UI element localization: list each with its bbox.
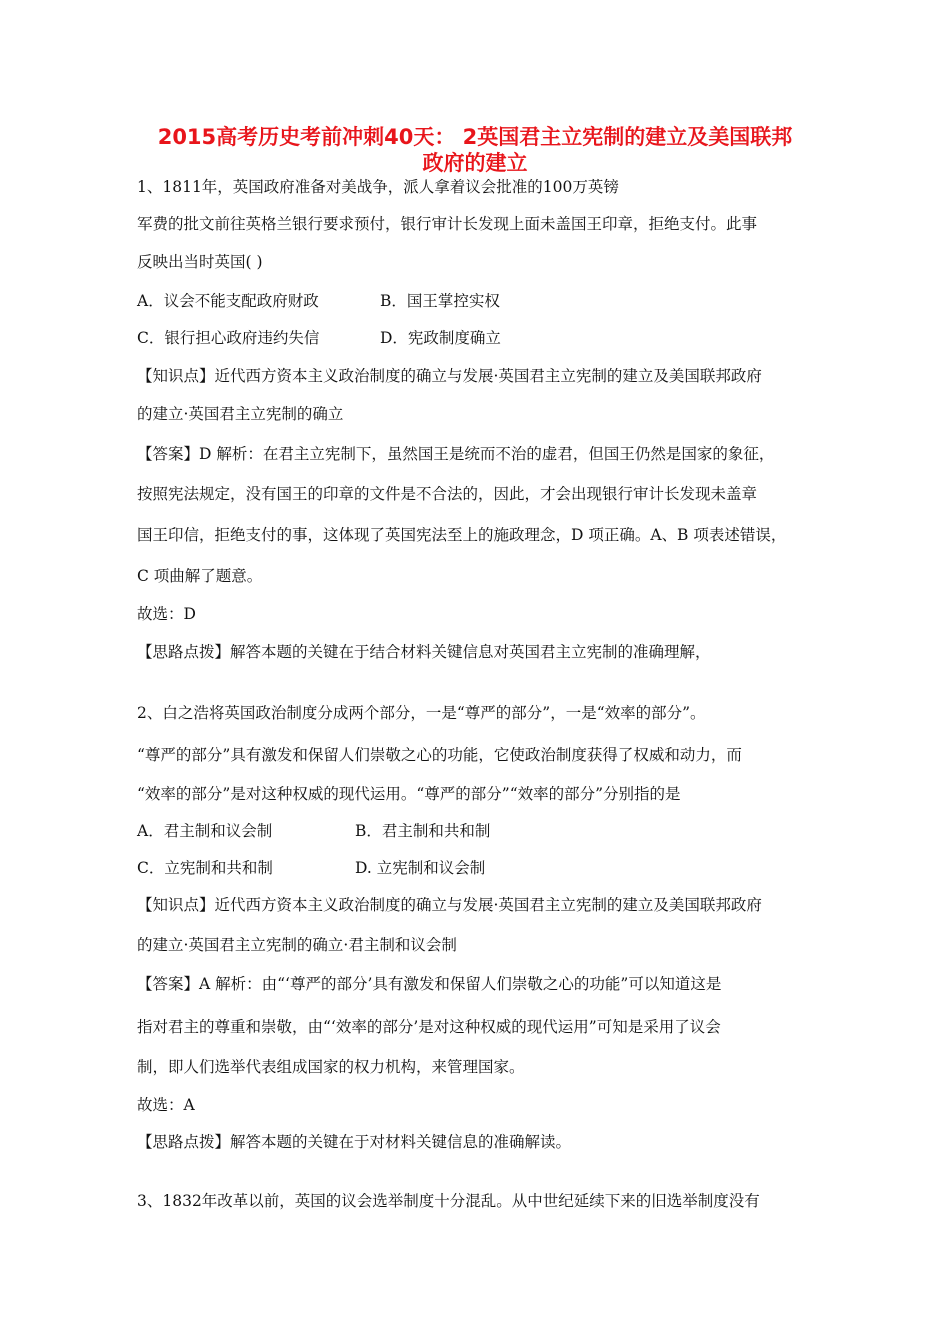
q2-option-a: A．君主制和议会制	[137, 822, 273, 840]
document-title-line-1: 2015高考历史考前冲刺40天： 2英国君主立宪制的建立及美国联邦	[157, 125, 793, 149]
q1-option-b: B．国王掌控实权	[380, 292, 500, 310]
q2-choice: 故选：A	[137, 1096, 195, 1114]
q3-stem-line-1: 3、1832年改革以前，英国的议会选举制度十分混乱。从中世纪延续下来的旧选举制度没有	[137, 1192, 760, 1210]
q2-tip: 【思路点拨】解答本题的关键在于对材料关键信息的准确解读。	[137, 1133, 572, 1151]
q2-option-b: B．君主制和共和制	[355, 822, 491, 840]
q1-stem-line-2: 军费的批文前往英格兰银行要求预付，银行审计长发现上面未盖国王印章，拒绝支付。此事	[137, 215, 758, 233]
q1-choice: 故选：D	[137, 605, 196, 623]
q1-option-d: D．宪政制度确立	[380, 329, 501, 347]
q1-option-a: A．议会不能支配政府财政	[137, 292, 319, 310]
q1-answer-line-4: C 项曲解了题意。	[137, 567, 263, 585]
document-title-line-2: 政府的建立	[422, 151, 528, 175]
q2-answer-line-3: 制，即人们选举代表组成国家的权力机构，来管理国家。	[137, 1058, 525, 1076]
q2-answer-line-2: 指对君主的尊重和崇敬，由“‘效率的部分’是对这种权威的现代运用”可知是采用了议会	[137, 1018, 721, 1036]
q2-answer-line-1: 【答案】A 解析：由“‘尊严的部分’具有激发和保留人们崇敬之心的功能”可以知道这是	[137, 975, 722, 993]
q1-option-c: C．银行担心政府违约失信	[137, 329, 320, 347]
q1-tip: 【思路点拨】解答本题的关键在于结合材料关键信息对英国君主立宪制的准确理解，	[137, 643, 711, 661]
q1-knowledge-line-2: 的建立·英国君主立宪制的确立	[137, 405, 344, 423]
q1-answer-line-3: 国王印信，拒绝支付的事，这体现了英国宪法至上的施政理念，D 项正确。A、B 项表述错误，	[137, 526, 787, 544]
q1-stem-line-3: 反映出当时英国( )	[137, 253, 263, 271]
q2-option-d: D. 立宪制和议会制	[355, 859, 486, 877]
q2-stem-line-3: “效率的部分”是对这种权威的现代运用。“尊严的部分”“效率的部分”分别指的是	[137, 785, 681, 803]
q2-stem-line-1: 2、白之浩将英国政治制度分成两个部分，一是“尊严的部分”，一是“效率的部分”。	[137, 704, 706, 722]
q1-stem-line-1: 1、1811年，英国政府准备对美战争，派人拿着议会批准的100万英镑	[137, 178, 619, 196]
q1-answer-line-1: 【答案】D 解析：在君主立宪制下，虽然国王是统而不治的虚君，但国王仍然是国家的象征，	[137, 445, 775, 463]
q2-option-c: C．立宪制和共和制	[137, 859, 273, 877]
q1-answer-line-2: 按照宪法规定，没有国王的印章的文件是不合法的，因此，才会出现银行审计长发现未盖章	[137, 485, 758, 503]
q2-stem-line-2: “尊严的部分”具有激发和保留人们崇敬之心的功能，它使政治制度获得了权威和动力，而	[137, 746, 742, 764]
q2-knowledge-line-1: 【知识点】近代西方资本主义政治制度的确立与发展·英国君主立宪制的建立及美国联邦政府	[137, 896, 762, 914]
q2-knowledge-line-2: 的建立·英国君主立宪制的确立·君主制和议会制	[137, 936, 457, 954]
q1-knowledge-line-1: 【知识点】近代西方资本主义政治制度的确立与发展·英国君主立宪制的建立及美国联邦政府	[137, 367, 762, 385]
